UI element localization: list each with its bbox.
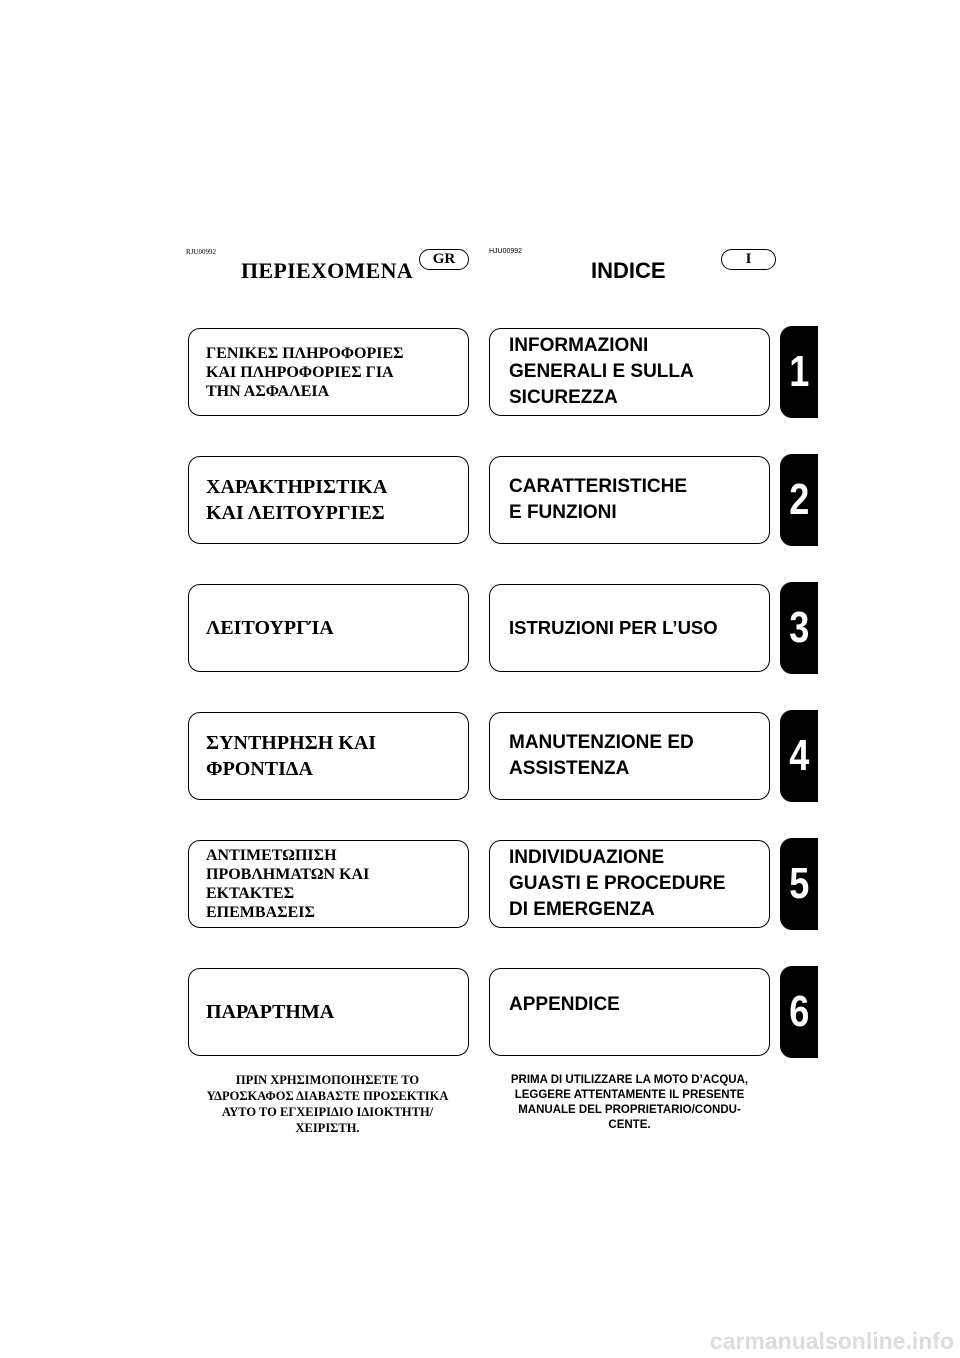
greek-toc-label: ΣΥΝΤΗΡΗΣΗ ΚΑΙ ΦΡΟΝΤΙΔΑ — [206, 732, 377, 780]
chapter-number: 6 — [788, 987, 810, 1036]
greek-toc-entry-2[interactable] — [188, 456, 469, 544]
greek-language-badge: GR — [419, 249, 469, 270]
italian-toc-entry-3[interactable] — [489, 584, 770, 672]
chapter-tab-5[interactable] — [780, 838, 818, 930]
greek-toc-label: ΓΕΝΙΚΕΣ ΠΛΗΡΟΦΟΡΙΕΣ ΚΑΙ ΠΛΗΡΟΦΟΡΙΕΣ ΓΙΑ ΤΗΝ ΑΣΦΑΛΕΙΑ — [206, 344, 404, 400]
italian-section-code: HJU00992 — [489, 248, 523, 255]
italian-toc-label: APPENDICE — [509, 994, 620, 1015]
chapter-number: 2 — [788, 475, 810, 524]
greek-reading-notice: ΠΡΙΝ ΧΡΗΣΙΜΟΠΟΙΗΣΕΤΕ ΤΟ ΥΔΡΟΣΚΑΦΟΣ ΔΙΑΒΑΣΤΕ ΠΡΟΣΕΚΤΙΚΑ ΑΥΤΟ ΤΟ ΕΓΧΕΙΡΙΔΙΟ ΙΔΙΟΚΤΗΤΗ/ ΧΕΙΡΙΣΤΗ. — [206, 1073, 449, 1135]
chapter-tab-2[interactable] — [780, 454, 818, 546]
greek-toc-entry-4[interactable] — [188, 712, 469, 800]
chapter-number: 4 — [788, 731, 810, 780]
italian-page-title: INDICE — [591, 258, 666, 283]
greek-toc-entry-6[interactable] — [188, 968, 469, 1056]
chapter-tab-6[interactable] — [780, 966, 818, 1058]
chapter-number: 3 — [788, 603, 810, 652]
italian-toc-entry-2[interactable] — [489, 456, 770, 544]
italian-toc-label: CARATTERISTICHE E FUNZIONI — [509, 476, 688, 523]
greek-page-title: ΠΕΡΙΕΧΟΜΕΝΑ — [241, 258, 413, 283]
italian-language-badge: I — [721, 249, 776, 270]
italian-toc-entry-5[interactable] — [489, 840, 770, 928]
chapter-tab-1[interactable] — [780, 326, 818, 418]
italian-toc-label: INDIVIDUAZIONE GUASTI E PROCEDURE DI EMERGENZA — [509, 847, 726, 920]
chapter-number: 1 — [788, 347, 810, 396]
greek-toc-entry-1[interactable] — [188, 328, 469, 416]
greek-toc-entry-5[interactable] — [188, 840, 469, 928]
chapter-number: 5 — [788, 859, 810, 908]
greek-toc-label: ΑΝΤΙΜΕΤΩΠΙΣΗ ΠΡΟΒΛΗΜΑΤΩΝ ΚΑΙ ΕΚΤΑΚΤΕΣ ΕΠΕΜΒΑΣΕΙΣ — [206, 847, 370, 921]
chapter-tab-4[interactable] — [780, 710, 818, 802]
italian-toc-label: MANUTENZIONE ED ASSISTENZA — [509, 732, 694, 779]
greek-toc-label: ΛΕΙΤΟΥΡΓΊΑ — [206, 617, 334, 639]
chapter-tab-3[interactable] — [780, 582, 818, 674]
greek-toc-label: ΧΑΡΑΚΤΗΡΙΣΤΙΚΑ ΚΑΙ ΛΕΙΤΟΥΡΓΙΕΣ — [206, 476, 388, 524]
italian-toc-label: INFORMAZIONI GENERALI E SULLA SICUREZZA — [509, 335, 694, 408]
italian-toc-entry-6[interactable] — [489, 968, 770, 1056]
greek-toc-label: ΠΑΡΑΡΤΗΜΑ — [206, 1001, 335, 1023]
italian-toc-label: ISTRUZIONI PER L’USO — [509, 617, 718, 638]
greek-section-code: RJU00992 — [186, 248, 216, 256]
italian-toc-entry-4[interactable] — [489, 712, 770, 800]
greek-toc-entry-3[interactable] — [188, 584, 469, 672]
italian-reading-notice: PRIMA DI UTILIZZARE LA MOTO D’ACQUA, LEGGERE ATTENTAMENTE IL PRESENTE MANUALE DEL PROPRIETARIO/CONDU- CENTE. — [510, 1074, 749, 1131]
site-watermark: carmanualsonline.info — [709, 1328, 954, 1354]
italian-toc-entry-1[interactable] — [489, 328, 770, 416]
